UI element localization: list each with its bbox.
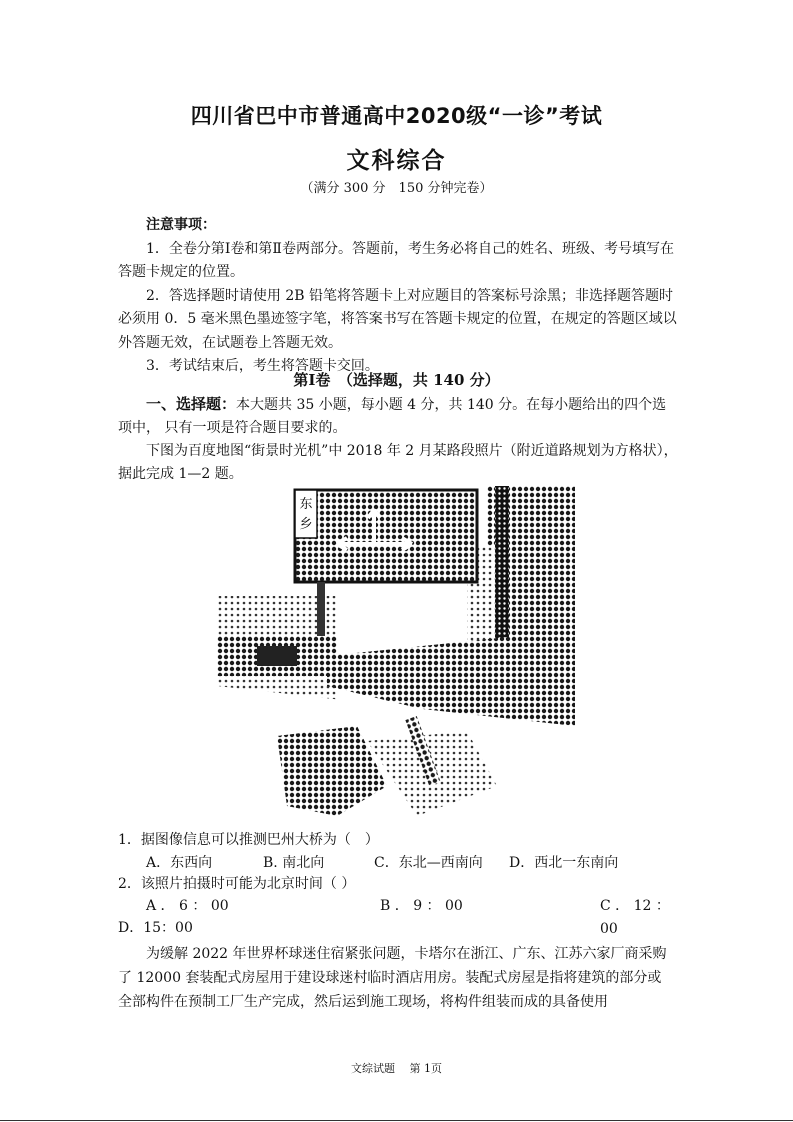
question-1 (118, 829, 688, 852)
part-label: 一、选择题： (146, 395, 237, 413)
q2-option-c: C ． 12 ： 00 (600, 898, 670, 937)
sign-char-1: 东 (299, 497, 313, 512)
q1-option-c: C．东北—西南向 (374, 855, 483, 871)
sign-char-2: 乡 (299, 517, 313, 532)
notice-block (118, 214, 678, 379)
q1-option-b: B. 南北向 (263, 855, 325, 871)
q2-option-d: D．15：00 (118, 920, 193, 936)
q1-stem: 1．据图像信息可以推测巴州大桥为（ ） (118, 832, 379, 848)
exam-title: 四川省巴中市普通高中2020级“一诊”考试 (190, 104, 603, 128)
street-photo-illustration (217, 486, 575, 822)
notice-item-1: 1．全卷分第Ⅰ卷和第Ⅱ卷两部分。答题前，考生务必将自己的姓名、班级、考号填写在 答题卡规定的位置。 (118, 240, 674, 280)
q1-option-a: A．东西向 (146, 855, 213, 871)
section-title: 第Ⅰ卷 （选择题，共 140 分） (293, 371, 500, 389)
notice-item-2: 2．答选择题时请使用 2B 铅笔将答题卡上对应题目的答案标号涂黑；非选择题答题时必须用 0．5 毫米黑色墨迹签字笔，将答案书写在答题卡规定的位置，在规定的答题区域以外答题无效，在试题卷上答题无效。 (118, 287, 677, 351)
material-1: 下图为百度地图“街景时光机”中 2018 年 2 月某路段照片（附近道路规划为方格状），据此完成 1—2 题。 (118, 443, 678, 482)
question-2 (118, 873, 688, 896)
material-2: 为缓解 2022 年世界杯球迷住宿紧张问题，卡塔尔在浙江、广东、江苏六家厂商采购 了 12000 套装配式房屋用于建设球迷村临时酒店用房。装配式房屋是指将建筑的部分或 全部构件在预制工厂生产完成，然后运到施工现场，将构件组装而成的具备使用 (118, 946, 667, 1010)
notice-heading: 注意事项： (146, 217, 216, 233)
street-photo (217, 486, 575, 822)
q2-stem: 2．该照片拍摄时可能为北京时间（ ） (118, 876, 356, 892)
part-intro (118, 393, 678, 486)
q1-option-d: D．西北一东南向 (509, 855, 619, 871)
part-text: 本大题共 35 小题，每小题 4 分，共 140 分。在每小题给出的四个选项中， 只有一项是符合题目要求的。 (118, 397, 667, 436)
exam-score-info: （满分 300 分 150 分钟完卷） (300, 181, 493, 196)
exam-subject: 文科综合 (346, 148, 447, 174)
q2-options-row2 (118, 917, 688, 940)
q1-options (118, 852, 688, 875)
page-footer: 文综试题 第 1页 (351, 1062, 442, 1075)
page-bottom-rule (0, 1120, 793, 1121)
notice-item-3: 3．考试结束后，考生将答题卡交回。 (146, 358, 379, 374)
q2-option-a: A ． 6 ： 00 (146, 898, 229, 914)
q2-option-b: B ． 9 ： 00 (380, 898, 463, 914)
